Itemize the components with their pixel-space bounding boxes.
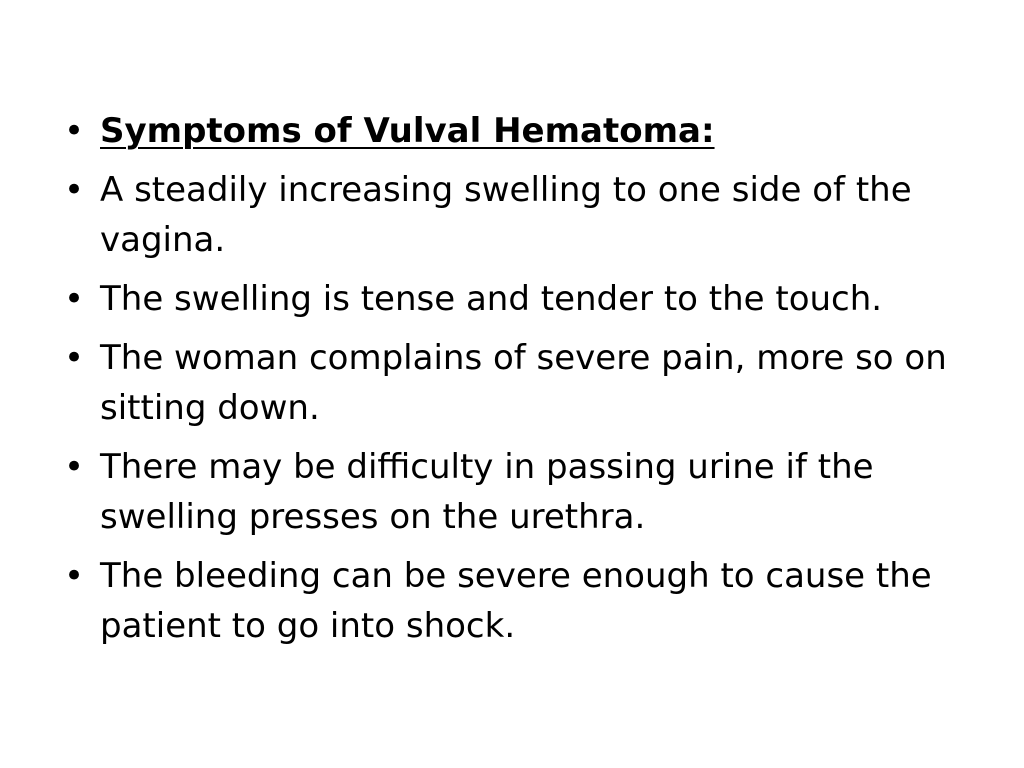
bullet-dot-icon: • bbox=[64, 170, 85, 210]
list-item-text: The swelling is tense and tender to the touch. bbox=[100, 279, 883, 319]
list-item-text: The bleeding can be severe enough to cause the patient to go into shock. bbox=[100, 556, 932, 646]
bullet-dot-icon: • bbox=[64, 279, 85, 319]
list-item-text: A steadily increasing swelling to one side of the vagina. bbox=[100, 170, 912, 260]
list-item bbox=[64, 333, 984, 433]
bullet-dot-icon: • bbox=[64, 556, 85, 596]
slide-heading: Symptoms of Vulval Hematoma: bbox=[100, 111, 715, 151]
bullet-list bbox=[64, 106, 984, 660]
list-item bbox=[64, 274, 984, 324]
list-item bbox=[64, 165, 984, 265]
heading-bullet bbox=[64, 106, 984, 156]
list-item bbox=[64, 551, 984, 651]
list-item-text: The woman complains of severe pain, more so on sitting down. bbox=[100, 338, 947, 428]
bullet-dot-icon: • bbox=[64, 447, 85, 487]
list-item-text: There may be difficulty in passing urine if the swelling presses on the urethra. bbox=[100, 447, 874, 537]
list-item bbox=[64, 442, 984, 542]
bullet-dot-icon: • bbox=[64, 338, 85, 378]
bullet-dot-icon: • bbox=[64, 111, 85, 151]
